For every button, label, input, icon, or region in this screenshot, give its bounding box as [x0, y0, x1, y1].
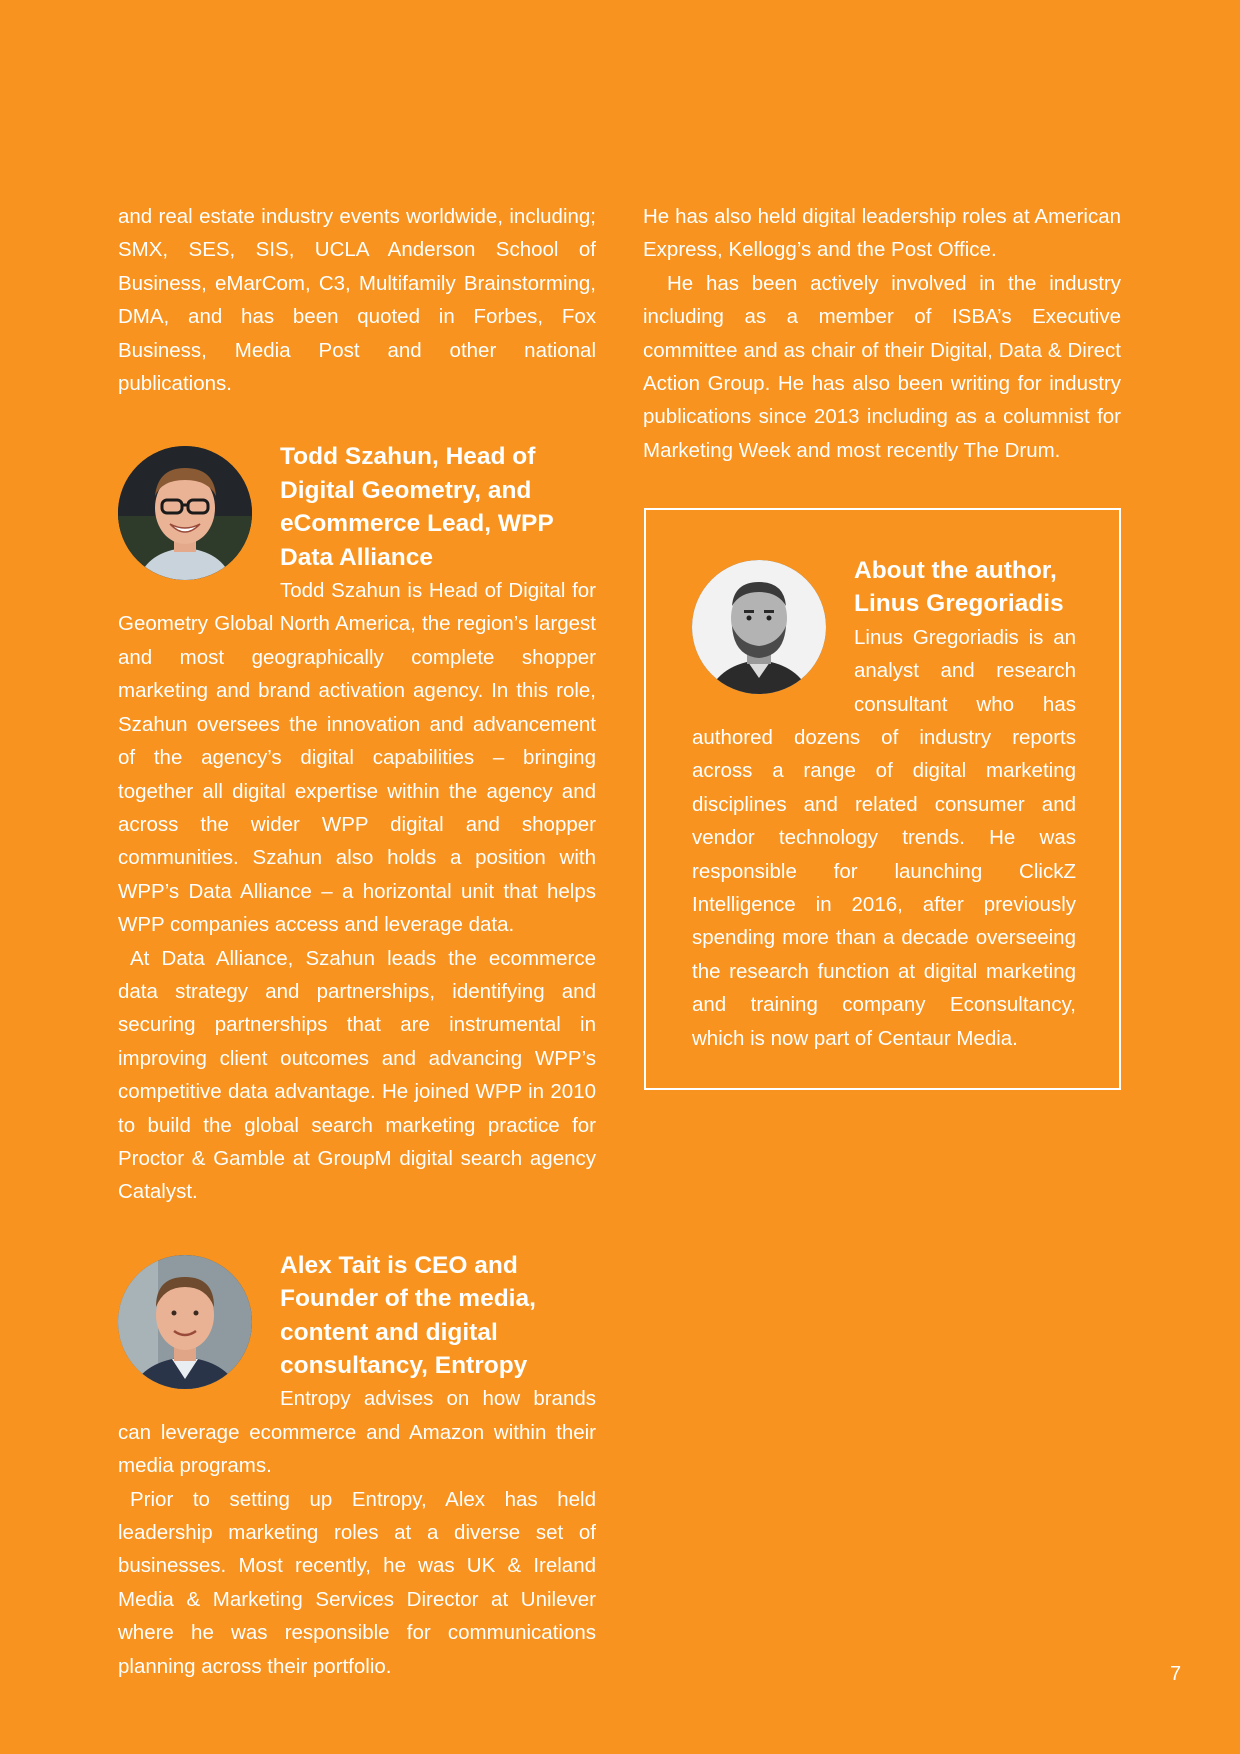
- bio-alex-tait: [118, 1249, 596, 1683]
- page-number: 7: [1170, 1663, 1182, 1685]
- bio-todd-szahun: [118, 440, 596, 1208]
- alex-tait-paragraph-2: Prior to setting up Entropy, Alex has held leadership marketing roles at a diverse set of businesses. Most recently, he was UK & Ireland Media & Marketing Services Director at Unilever where he was responsible for communications planning across their portfolio.: [118, 1487, 596, 1678]
- alex-tait-portrait: [118, 1255, 252, 1389]
- todd-szahun-paragraph-1: Todd Szahun is Head of Digital for Geometry Global North America, the region’s largest and most geographically complete shopper marketing and brand activation agency. In this role, Szahun oversees the innovation and advancement of the agency’s digital capabilities – bringing together all digital expertise within the agency and across the wider WPP digital and shopper communities. Szahun also holds a position with WPP’s Data Alliance – a horizontal unit that helps WPP companies access and leverage data.: [118, 579, 596, 937]
- todd-szahun-paragraph-2: At Data Alliance, Szahun leads the ecommerce data strategy and partnerships, identifying and securing partnerships that are instrumental in improving client outcomes and advancing WPP’s competitive data advantage. He joined WPP in 2010 to build the global search marketing practice for Proctor & Gamble at GroupM digital search agency Catalyst.: [118, 946, 596, 1204]
- alex-tait-paragraph-1: Entropy advises on how brands can leverage ecommerce and Amazon within their media programs.: [118, 1387, 596, 1478]
- right-paragraph-1: He has also held digital leadership roles at American Express, Kellogg’s and the Post Office.: [643, 205, 1121, 262]
- about-author-box: [644, 508, 1121, 1090]
- right-column: [643, 200, 1121, 467]
- todd-szahun-heading: Todd Szahun, Head of Digital Geometry, and eCommerce Lead, WPP Data Alliance: [280, 443, 554, 571]
- right-paragraph-2: He has been actively involved in the industry including as a member of ISBA’s Executive committee and as chair of their Digital, Data & Direct Action Group. He has also been writing for industry publications since 2013 including as a columnist for Marketing Week and most recently The Drum.: [643, 271, 1121, 462]
- alex-tait-heading: Alex Tait is CEO and Founder of the media, content and digital consultancy, Entropy: [280, 1251, 536, 1379]
- left-column: [118, 200, 596, 1683]
- about-author-paragraph: Linus Gregoriadis is an analyst and research consultant who has authored dozens of industry reports across a range of digital marketing disciplines and related consumer and vendor technology trends. He was responsible for launching ClickZ Intelligence in 2016, after previously spending more than a decade overseeing the research function at digital marketing and training company Econsultancy, which is now part of Centaur Media.: [692, 625, 1076, 1050]
- intro-paragraph: and real estate industry events worldwide, including; SMX, SES, SIS, UCLA Anderson School of Business, eMarCom, C3, Multifamily Brainstorming, DMA, and has been quoted in Forbes, Fox Business, Media Post and other national publications.: [118, 205, 596, 396]
- about-author-heading: About the author, Linus Gregoriadis: [854, 557, 1064, 618]
- todd-szahun-portrait: [118, 446, 252, 580]
- linus-gregoriadis-portrait: [692, 560, 826, 694]
